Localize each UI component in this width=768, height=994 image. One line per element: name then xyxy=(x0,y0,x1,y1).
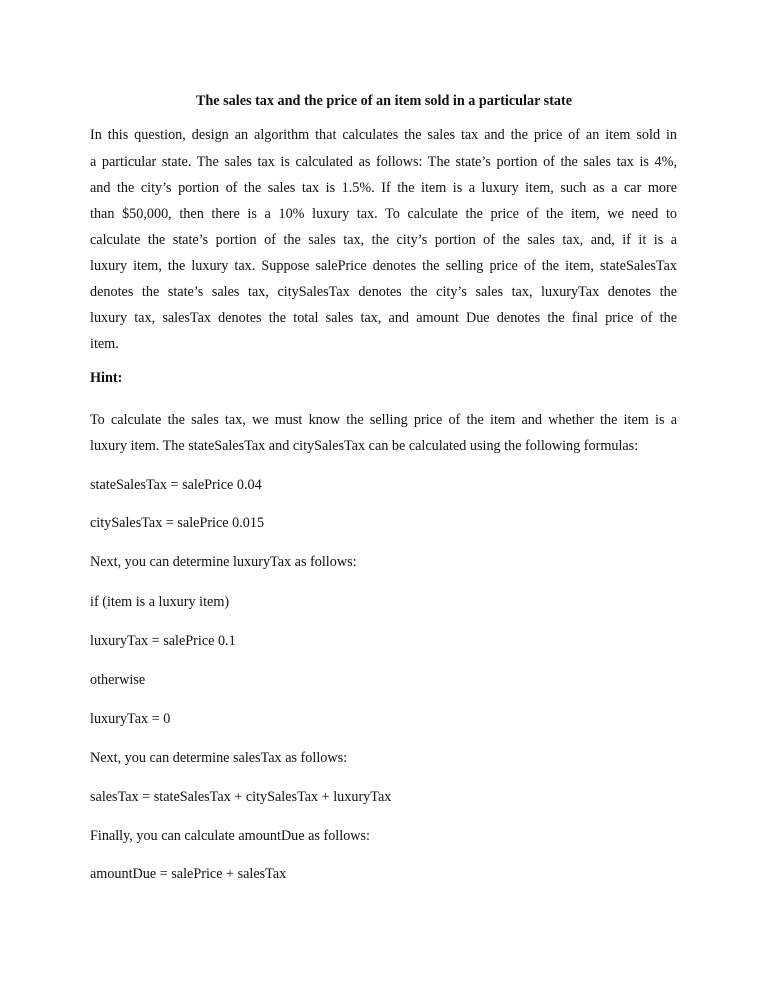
formula-luxury-tax: luxuryTax = salePrice 0.1 xyxy=(90,633,236,649)
intro-line-5: calculate the state’s portion of the sales tax, the city’s portion of the sales tax, and, if it is a xyxy=(90,232,677,248)
intro-line-7: denotes the state’s sales tax, citySalesTax denotes the city’s sales tax, luxuryTax denotes the xyxy=(90,284,677,300)
formula-state-sales-tax: stateSalesTax = salePrice 0.04 xyxy=(90,477,262,493)
intro-line-6: luxury item, the luxury tax. Suppose salePrice denotes the selling price of the item, stateSalesTax xyxy=(90,258,677,274)
hint-line-2: luxury item. The stateSalesTax and citySalesTax can be calculated using the following formulas: xyxy=(90,438,639,454)
intro-line-9: item. xyxy=(90,336,119,352)
intro-line-4: than $50,000, then there is a 10% luxury tax. To calculate the price of the item, we need to xyxy=(90,206,677,222)
formula-amount-due: amountDue = salePrice + salesTax xyxy=(90,866,287,882)
intro-line-1: In this question, design an algorithm that calculates the sales tax and the price of an item sold in xyxy=(90,127,677,143)
hint-heading: Hint: xyxy=(90,370,123,386)
step-amount-due-intro: Finally, you can calculate amountDue as follows: xyxy=(90,828,370,844)
step-sales-tax-intro: Next, you can determine salesTax as follows: xyxy=(90,750,348,766)
formula-sales-tax: salesTax = stateSalesTax + citySalesTax + luxuryTax xyxy=(90,789,392,805)
hint-line-1: To calculate the sales tax, we must know the selling price of the item and whether the item is a xyxy=(90,412,677,428)
intro-line-8: luxury tax, salesTax denotes the total sales tax, and amount Due denotes the final price of the xyxy=(90,310,677,326)
step-luxury-tax-intro: Next, you can determine luxuryTax as follows: xyxy=(90,554,357,570)
step-luxury-condition: if (item is a luxury item) xyxy=(90,594,230,610)
document-title: The sales tax and the price of an item sold in a particular state xyxy=(195,93,573,109)
step-otherwise: otherwise xyxy=(90,672,146,688)
formula-city-sales-tax: citySalesTax = salePrice 0.015 xyxy=(90,515,265,531)
formula-luxury-tax-zero: luxuryTax = 0 xyxy=(90,711,171,727)
intro-line-3: and the city’s portion of the sales tax is 1.5%. If the item is a luxury item, such as a car more xyxy=(90,180,677,196)
intro-line-2: a particular state. The sales tax is calculated as follows: The state’s portion of the sales tax is 4%, xyxy=(90,154,677,170)
